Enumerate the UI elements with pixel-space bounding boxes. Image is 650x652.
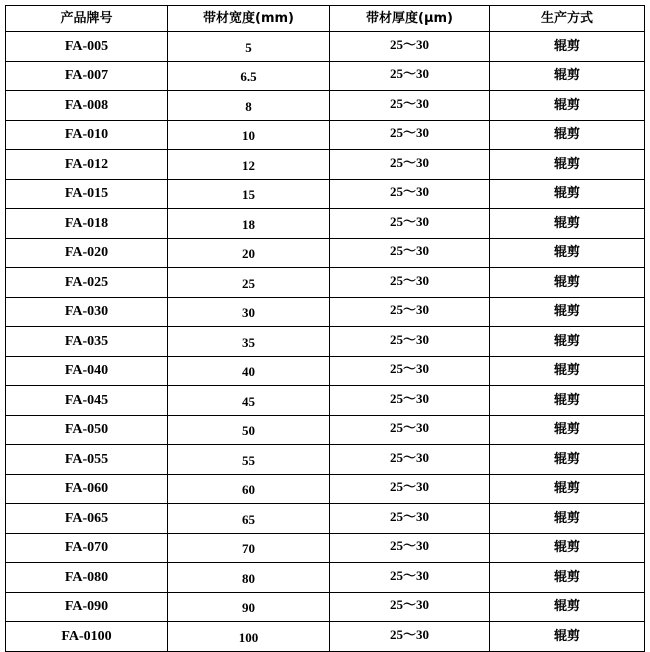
- cell-product-grade: FA-020: [6, 238, 168, 268]
- cell-production-method: 辊剪: [490, 120, 645, 150]
- cell-product-grade: FA-035: [6, 327, 168, 357]
- table-row: [6, 179, 645, 209]
- cell-strip-width: 80: [168, 563, 330, 593]
- cell-production-method: 辊剪: [490, 327, 645, 357]
- table-row: [6, 533, 645, 563]
- cell-strip-thickness: 25～30: [330, 209, 490, 239]
- cell-strip-width: 30: [168, 297, 330, 327]
- cell-strip-thickness: 25～30: [330, 474, 490, 504]
- table-row: [6, 386, 645, 416]
- cell-strip-width: 70: [168, 533, 330, 563]
- cell-production-method: 辊剪: [490, 622, 645, 652]
- cell-strip-width: 12: [168, 150, 330, 180]
- table-row: [6, 120, 645, 150]
- cell-product-grade: FA-005: [6, 32, 168, 62]
- cell-production-method: 辊剪: [490, 533, 645, 563]
- cell-production-method: 辊剪: [490, 32, 645, 62]
- table-row: [6, 209, 645, 239]
- cell-production-method: 辊剪: [490, 356, 645, 386]
- header-strip-width: 带材宽度(mm): [168, 6, 330, 32]
- table-row: [6, 238, 645, 268]
- cell-strip-thickness: 25～30: [330, 238, 490, 268]
- cell-strip-width: 6.5: [168, 61, 330, 91]
- cell-strip-width: 18: [168, 209, 330, 239]
- cell-strip-thickness: 25～30: [330, 622, 490, 652]
- cell-strip-width: 10: [168, 120, 330, 150]
- cell-strip-width: 90: [168, 592, 330, 622]
- cell-product-grade: FA-030: [6, 297, 168, 327]
- cell-production-method: 辊剪: [490, 150, 645, 180]
- cell-strip-width: 60: [168, 474, 330, 504]
- table-row: [6, 268, 645, 298]
- cell-strip-thickness: 25～30: [330, 356, 490, 386]
- cell-strip-width: 15: [168, 179, 330, 209]
- cell-product-grade: FA-007: [6, 61, 168, 91]
- cell-strip-width: 50: [168, 415, 330, 445]
- cell-strip-width: 45: [168, 386, 330, 416]
- cell-production-method: 辊剪: [490, 238, 645, 268]
- cell-strip-thickness: 25～30: [330, 563, 490, 593]
- cell-strip-thickness: 25～30: [330, 61, 490, 91]
- cell-strip-thickness: 25～30: [330, 386, 490, 416]
- cell-production-method: 辊剪: [490, 563, 645, 593]
- cell-strip-thickness: 25～30: [330, 32, 490, 62]
- cell-production-method: 辊剪: [490, 504, 645, 534]
- table-row: [6, 504, 645, 534]
- header-strip-thickness: 带材厚度(μm): [330, 6, 490, 32]
- header-row: [6, 6, 645, 32]
- cell-product-grade: FA-0100: [6, 622, 168, 652]
- cell-strip-width: 8: [168, 91, 330, 121]
- table-body: [6, 32, 645, 652]
- cell-product-grade: FA-012: [6, 150, 168, 180]
- cell-strip-width: 100: [168, 622, 330, 652]
- cell-product-grade: FA-060: [6, 474, 168, 504]
- cell-product-grade: FA-080: [6, 563, 168, 593]
- cell-product-grade: FA-050: [6, 415, 168, 445]
- table-row: [6, 415, 645, 445]
- table-row: [6, 474, 645, 504]
- cell-strip-width: 20: [168, 238, 330, 268]
- cell-production-method: 辊剪: [490, 179, 645, 209]
- cell-production-method: 辊剪: [490, 445, 645, 475]
- cell-production-method: 辊剪: [490, 386, 645, 416]
- cell-strip-thickness: 25～30: [330, 445, 490, 475]
- cell-strip-thickness: 25～30: [330, 504, 490, 534]
- table-row: [6, 356, 645, 386]
- cell-product-grade: FA-045: [6, 386, 168, 416]
- cell-product-grade: FA-018: [6, 209, 168, 239]
- cell-strip-thickness: 25～30: [330, 592, 490, 622]
- cell-strip-thickness: 25～30: [330, 533, 490, 563]
- cell-production-method: 辊剪: [490, 415, 645, 445]
- cell-strip-width: 35: [168, 327, 330, 357]
- cell-product-grade: FA-025: [6, 268, 168, 298]
- cell-production-method: 辊剪: [490, 268, 645, 298]
- cell-strip-thickness: 25～30: [330, 120, 490, 150]
- cell-production-method: 辊剪: [490, 209, 645, 239]
- cell-strip-thickness: 25～30: [330, 150, 490, 180]
- table-row: [6, 150, 645, 180]
- cell-product-grade: FA-040: [6, 356, 168, 386]
- cell-product-grade: FA-015: [6, 179, 168, 209]
- table-row: [6, 91, 645, 121]
- table-row: [6, 61, 645, 91]
- cell-production-method: 辊剪: [490, 61, 645, 91]
- product-spec-table: [5, 5, 645, 652]
- cell-strip-thickness: 25～30: [330, 179, 490, 209]
- cell-strip-thickness: 25～30: [330, 297, 490, 327]
- cell-strip-thickness: 25～30: [330, 91, 490, 121]
- cell-product-grade: FA-090: [6, 592, 168, 622]
- cell-strip-thickness: 25～30: [330, 415, 490, 445]
- cell-product-grade: FA-055: [6, 445, 168, 475]
- cell-product-grade: FA-008: [6, 91, 168, 121]
- table-row: [6, 327, 645, 357]
- cell-product-grade: FA-065: [6, 504, 168, 534]
- table-row: [6, 297, 645, 327]
- cell-production-method: 辊剪: [490, 297, 645, 327]
- header-production-method: 生产方式: [490, 6, 645, 32]
- table-row: [6, 563, 645, 593]
- table-header: [6, 6, 645, 32]
- cell-strip-width: 55: [168, 445, 330, 475]
- cell-production-method: 辊剪: [490, 474, 645, 504]
- table-row: [6, 445, 645, 475]
- table-row: [6, 622, 645, 652]
- cell-strip-width: 5: [168, 32, 330, 62]
- cell-strip-thickness: 25～30: [330, 268, 490, 298]
- cell-product-grade: FA-010: [6, 120, 168, 150]
- cell-product-grade: FA-070: [6, 533, 168, 563]
- cell-strip-width: 40: [168, 356, 330, 386]
- cell-strip-thickness: 25～30: [330, 327, 490, 357]
- table-row: [6, 592, 645, 622]
- cell-production-method: 辊剪: [490, 592, 645, 622]
- cell-strip-width: 65: [168, 504, 330, 534]
- table-row: [6, 32, 645, 62]
- cell-strip-width: 25: [168, 268, 330, 298]
- cell-production-method: 辊剪: [490, 91, 645, 121]
- header-product-grade: 产品牌号: [6, 6, 168, 32]
